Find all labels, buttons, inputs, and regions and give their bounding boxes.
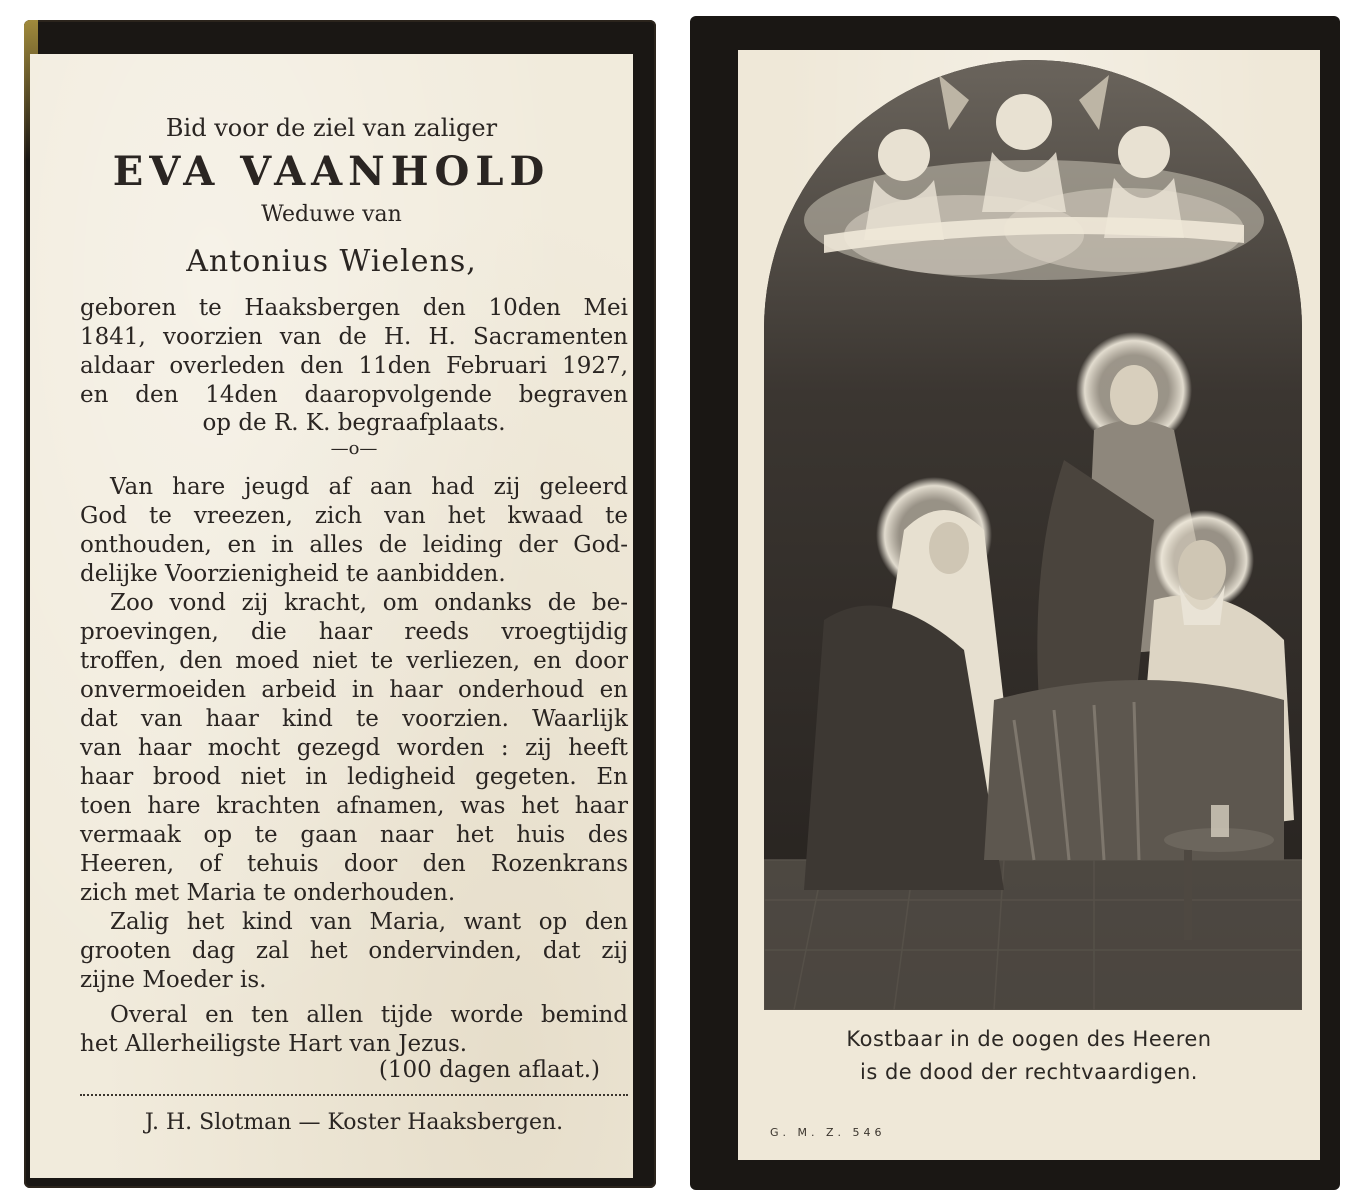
paragraph-line: troffen, den moed niet te verliezen, en door: [80, 648, 628, 674]
dotted-divider: [80, 1094, 628, 1096]
paragraph-line: onvermoeiden arbeid in haar onderhoud en: [80, 677, 628, 703]
card-paper: [30, 54, 633, 1178]
paragraph-line: zich met Maria te onderhouden.: [80, 880, 456, 906]
relation-line: Weduwe van: [261, 202, 402, 227]
devotional-illustration: [764, 60, 1302, 1010]
paragraph-line: proevingen, die haar reeds vroegtijdig: [80, 619, 628, 645]
paragraph-line: vermaak op te gaan naar het huis des: [80, 822, 628, 848]
paragraph-line: Van hare jeugd af aan had zij geleerd: [110, 474, 628, 500]
paragraph-line: Overal en ten allen tijde worde bemind: [110, 1002, 628, 1028]
bio-line: 1841, voorzien van de H. H. Sacramenten: [80, 324, 628, 350]
paragraph-line: grooten dag zal het ondervinden, dat zij: [80, 938, 628, 964]
deceased-name: EVA VAANHOLD: [112, 148, 551, 195]
memorial-card-text-side: [24, 20, 656, 1188]
paragraph-line: van haar mocht gezegd worden : zij heeft: [80, 735, 628, 761]
paragraph-line: het Allerheiligste Hart van Jezus.: [80, 1031, 468, 1057]
memorial-card-image-side: [690, 16, 1340, 1190]
printer-footer: J. H. Slotman — Koster Haaksbergen.: [144, 1110, 564, 1135]
caption-line: is de dood der rechtvaardigen.: [860, 1060, 1198, 1084]
paragraph-line: dat van haar kind te voorzien. Waarlijk: [80, 706, 628, 732]
caption-line: Kostbaar in de oogen des Heeren: [846, 1027, 1212, 1051]
separator: —o—: [330, 438, 378, 459]
paragraph-line: toen hare krachten afnamen, was het haar: [80, 793, 628, 819]
printer-mark: G. M. Z. 546: [770, 1126, 886, 1139]
paragraph-line: onthouden, en in alles de leiding der God-: [80, 532, 628, 558]
paragraph-line: God te vreezen, zich van het kwaad te: [80, 503, 628, 529]
paragraph-line: Zoo vond zij kracht, om ondanks de be-: [110, 590, 628, 616]
illustration-drawing: [764, 60, 1302, 1010]
indulgence-note: (100 dagen aflaat.): [378, 1057, 600, 1083]
bio-line: geboren te Haaksbergen den 10den Mei: [80, 295, 628, 321]
intro-line: Bid voor de ziel van zaliger: [165, 114, 498, 142]
paragraph-line: haar brood niet in ledigheid gegeten. En: [80, 764, 628, 790]
paragraph-line: Heeren, of tehuis door den Rozenkrans: [80, 851, 628, 877]
paragraph-line: delijke Voorzienigheid te aanbidden.: [80, 561, 506, 587]
card-paper: [738, 50, 1320, 1160]
paragraph-line: zijne Moeder is.: [80, 967, 267, 993]
bio-line: en den 14den daaropvolgende begraven: [80, 382, 628, 408]
bio-line: op de R. K. begraafplaats.: [202, 410, 506, 436]
paragraph-line: Zalig het kind van Maria, want op den: [110, 909, 628, 935]
husband-name: Antonius Wielens,: [186, 244, 477, 279]
bio-line: aldaar overleden den 11den Februari 1927,: [80, 353, 628, 379]
